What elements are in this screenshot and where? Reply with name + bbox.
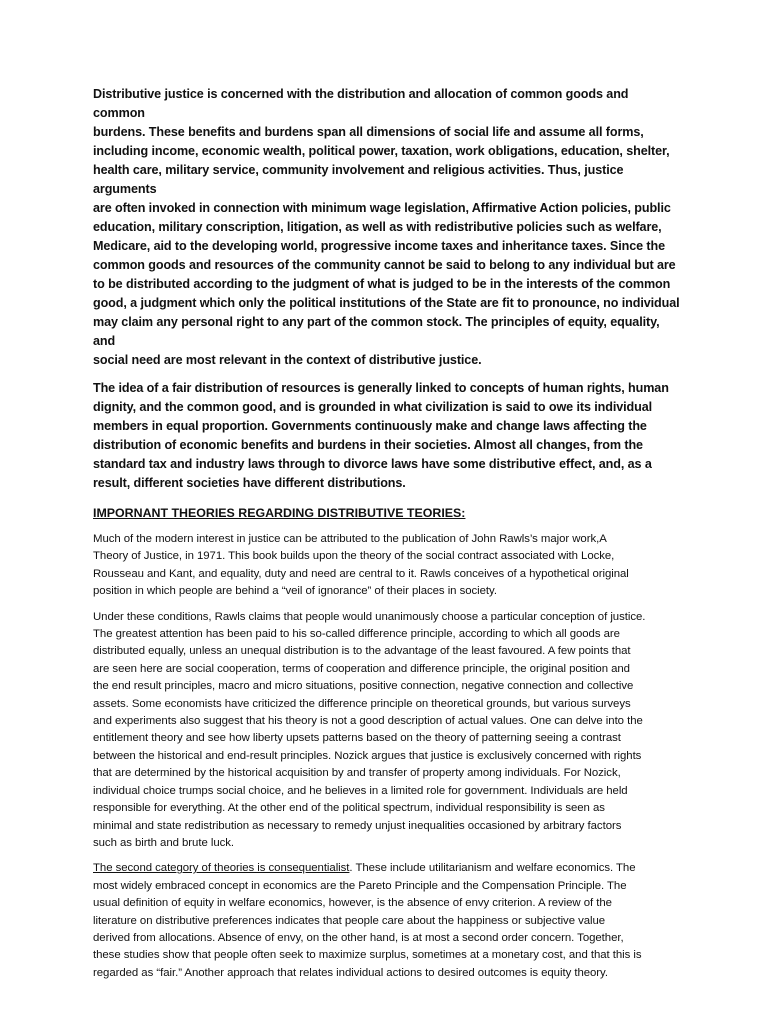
paragraph-conditions: Under these conditions, Rawls claims that people would unanimously choose a particular conception of justice. The greatest attention has been paid to his so-called difference principle, according to which all goods are distributed equally, unless an unequal distribution is to the advantage of the least favoured. A few points that are seen here are social cooperation, terms of cooperation and difference principle, the original position and the end result principles, macro and micro situations, positive connection, negative connection and collective assets. Some economists have criticized the difference principle on theoretical grounds, but various surveys and experiments also suggest that his theory is not a good description of actual values. One can delve into the entitlement theory and see how liberty upsets patterns based on the theory of patterning seeing a contrast between the historical and end-result principles. Nozick argues that justice is exclusively concerned with rights that are determined by the historical acquisition by and transfer of property among individuals. For Nozick, individual choice trumps social choice, and he believes in a limited role for government. Individuals are held responsible for everything. At the other end of the political spectrum, individual responsibility is seen as minimal and state redistribution as necessary to remedy unjust inequalities occasioned by arbitrary factors such as birth and brute luck. [93, 610, 646, 849]
paragraph-distributive-justice: Distributive justice is concerned with the distribution and allocation of common goods and common burdens. These benefits and burdens span all dimensions of social life and assume all forms, including income, economic wealth, political power, taxation, work obligations, education, shelter, health care, military service, community involvement and religious activities. Thus, justice arguments are often invoked in connection with minimum wage legislation, Affirmative Action policies, public education, military conscription, litigation, as well as with redistributive policies such as welfare, Medicare, aid to the developing world, progressive income taxes and inheritance taxes. Since the common goods and resources of the community cannot be said to belong to any individual but are to be distributed according to the judgment of what is judged to be in the interests of the common good, a judgment which only the political institutions of the State are fit to pronounce, no individual may claim any personal right to any part of the common stock. The principles of equity, equality, and social need are most relevant in the context of distributive justice. [93, 87, 680, 367]
section-heading: IMPORNANT THEORIES REGARDING DISTRIBUTIVE TEORIES: [93, 506, 466, 520]
consequentialist-rest: . These include utilitarianism and welfare economics. The most widely embraced concept in economics are the Pareto Principle and the Compensation Principle. The usual definition of equity in welfare economics, however, is the absence of envy criterion. A review of the literature on distributive preferences indicates that people care about the happiness or subjective value derived from allocations. Absence of envy, on the other hand, is at most a second order concern. Together, these studies show that people often seek to maximize surplus, sometimes at a monetary cost, and that this is regarded as “fair.” Another approach that relates individual actions to desired outcomes is equity theory. [93, 862, 642, 979]
paragraph-consequentialist [93, 860, 683, 982]
paragraph-rawls: Much of the modern interest in justice can be attributed to the publication of John Rawls’s major work,A Theory of Justice, in 1971. This book builds upon the theory of the social contract associated with Locke, Rousseau and Kant, and equality, duty and need are central to it. Rawls conceives of a hypothetical original position in which people are behind a “veil of ignorance” of their places in society. [93, 533, 629, 598]
consequentialist-lead: The second category of theories is consequentialist [93, 862, 350, 875]
document-page [93, 85, 683, 990]
paragraph-fair-distribution: The idea of a fair distribution of resources is generally linked to concepts of human rights, human dignity, and the common good, and is grounded in what civilization is said to owe its individual members in equal proportion. Governments continuously make and change laws affecting the distribution of economic benefits and burdens in their societies. Almost all changes, from the standard tax and industry laws through to divorce laws have some distributive effect, and, as a result, different societies have different distributions. [93, 381, 669, 490]
